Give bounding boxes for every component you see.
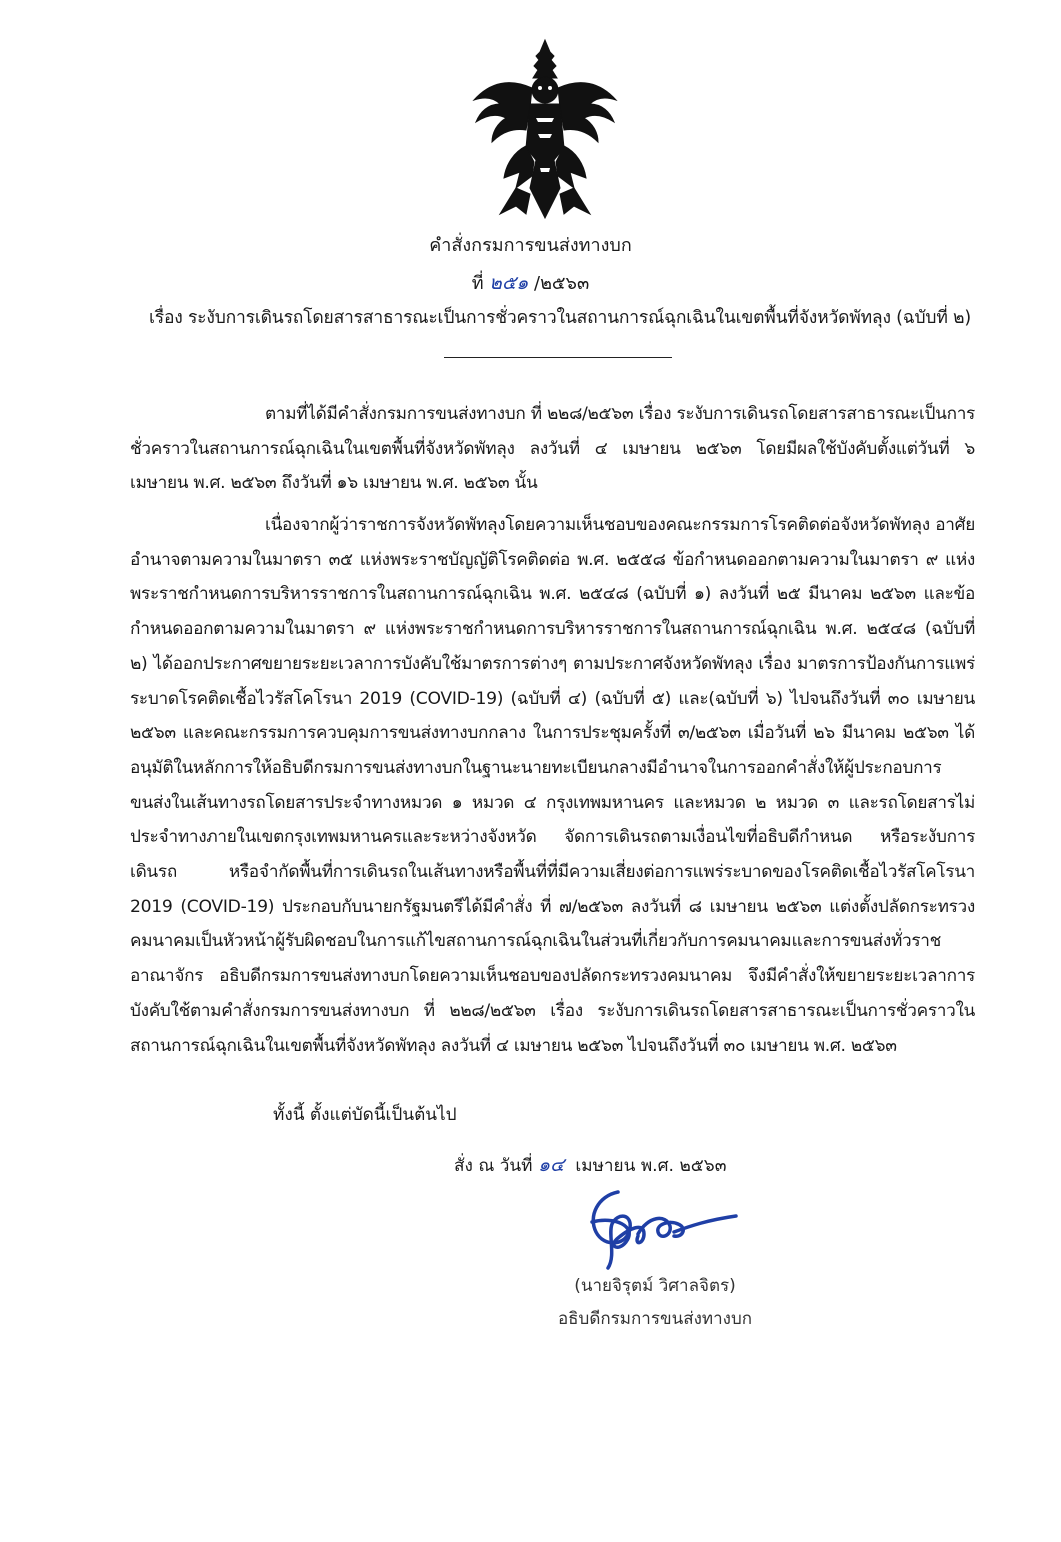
order-heading: คำสั่งกรมการขนส่งทางบก — [429, 235, 632, 256]
order-number-suffix: /๒๕๖๓ — [534, 273, 590, 294]
order-date-suffix: เมษายน พ.ศ. ๒๕๖๓ — [575, 1156, 727, 1176]
divider-line — [444, 357, 672, 358]
body-paragraph-2: เนื่องจากผู้ว่าราชการจังหวัดพัทลุงโดยความเห็นชอบของคณะกรรมการโรคติดต่อจังหวัดพัทลุง อาศัยอำนาจตามความในมาตรา ๓๕ แห่งพระราชบัญญัติโรคติดต่อ พ.ศ. ๒๕๕๘ ข้อกำหนดออกตามความในมาตรา ๙ แห่งพระราชกำหนดการบริหารราชการในสถานการณ์ฉุกเฉิน พ.ศ. ๒๕๔๘ (ฉบับที่ ๑) ลงวันที่ ๒๕ มีนาคม ๒๕๖๓ และข้อกำหนดออกตามความในมาตรา ๙ แห่งพระราชกำหนดการบริหารราชการในสถานการณ์ฉุกเฉิน พ.ศ. ๒๕๔๘ (ฉบับที่ ๒) ได้ออกประกาศขยายระยะเวลาการบังคับใช้มาตรการต่างๆ ตามประกาศจังหวัดพัทลุง เรื่อง มาตรการป้องกันการแพร่ระบาดโรคติดเชื้อไวรัสโคโรนา 2019 (COVID-19) (ฉบับที่ ๔) (ฉบับที่ ๕) และ(ฉบับที่ ๖) ไปจนถึงวันที่ ๓๐ เมษายน ๒๕๖๓ และคณะกรรมการควบคุมการขนส่งทางบกกลาง ในการประชุมครั้งที่ ๓/๒๕๖๓ เมื่อวันที่ ๒๖ มีนาคม ๒๕๖๓ ได้อนุมัติในหลักการให้อธิบดีกรมการขนส่งทางบกในฐานะนายทะเบียนกลางมีอำนาจในการออกคำสั่งให้ผู้ประกอบการขนส่งในเส้นทางรถโดยสารประจำทางหมวด ๑ หมวด ๔ กรุงเทพมหานคร และหมวด ๒ หมวด ๓ และรถโดยสารไม่ประจำทางภายในเขตกรุงเทพมหานครและระหว่างจังหวัด จัดการเดินรถตามเงื่อนไขที่อธิบดีกำหนด หรือระงับการเดินรถ หรือจำกัดพื้นที่การเดินรถในเส้นทางหรือพื้นที่ที่มีความเสี่ยงต่อการแพร่ระบาดของโรคติดเชื้อไวรัสโคโรนา 2019 (COVID-19) ประกอบกับนายกรัฐมนตรีได้มีคำสั่ง ที่ ๗/๒๕๖๓ ลงวันที่ ๘ เมษายน ๒๕๖๓ แต่งตั้งปลัดกระทรวงคมนาคมเป็นหัวหน้าผู้รับผิดชอบในการแก้ไขสถานการณ์ฉุกเฉินในส่วนที่เกี่ยวกับการคมนาคมและการขนส่งทั่วราชอาณาจักร อธิบดีกรมการขนส่งทางบกโดยความเห็นชอบของปลัดกระทรวงคมนาคม จึงมีคำสั่งให้ขยายระยะเวลาการบังคับใช้ตามคำสั่งกรมการขนส่งทางบก ที่ ๒๒๘/๒๕๖๓ เรื่อง ระงับการเดินรถโดยสารสาธารณะเป็นการชั่วคราวในสถานการณ์ฉุกเฉินในเขตพื้นที่จังหวัดพัทลุง ลงวันที่ ๔ เมษายน ๒๕๖๓ ไปจนถึงวันที่ ๓๐ เมษายน พ.ศ. ๒๕๖๓ — [130, 515, 975, 1056]
order-number — [0, 268, 1061, 298]
order-subject: เรื่อง ระงับการเดินรถโดยสารสาธารณะเป็นการชั่วคราวในสถานการณ์ฉุกเฉินในเขตพื้นที่จังหวัดพัทลุง (ฉบับที่ ๒) — [148, 308, 971, 328]
order-date-day-handwritten: ๑๔ — [537, 1154, 565, 1176]
order-number-prefix: ที่ — [471, 273, 484, 294]
body-paragraph-1: ตามที่ได้มีคำสั่งกรมการขนส่งทางบก ที่ ๒๒๘/๒๕๖๓ เรื่อง ระงับการเดินรถโดยสารสาธารณะเป็นการชั่วคราวในสถานการณ์ฉุกเฉินในเขตพื้นที่จังหวัดพัทลุง ลงวันที่ ๔ เมษายน ๒๕๖๓ โดยมีผลใช้บังคับตั้งแต่วันที่ ๖ เมษายน พ.ศ. ๒๕๖๓ ถึงวันที่ ๑๖ เมษายน พ.ศ. ๒๕๖๓ นั้น — [130, 404, 975, 494]
order-number-handwritten: ๒๕๑ — [489, 272, 529, 294]
signer-title: อธิบดีกรมการขนส่งทางบก — [557, 1309, 753, 1329]
garuda-emblem-icon — [470, 38, 620, 220]
signer-name: (นายจิรุตม์ วิศาลจิตร) — [574, 1276, 736, 1296]
order-date-prefix: สั่ง ณ วันที่ — [454, 1156, 533, 1176]
signature-icon — [578, 1186, 738, 1270]
closing-statement: ทั้งนี้ ตั้งแต่บัดนี้เป็นต้นไป — [273, 1105, 457, 1125]
order-date — [454, 1150, 726, 1180]
